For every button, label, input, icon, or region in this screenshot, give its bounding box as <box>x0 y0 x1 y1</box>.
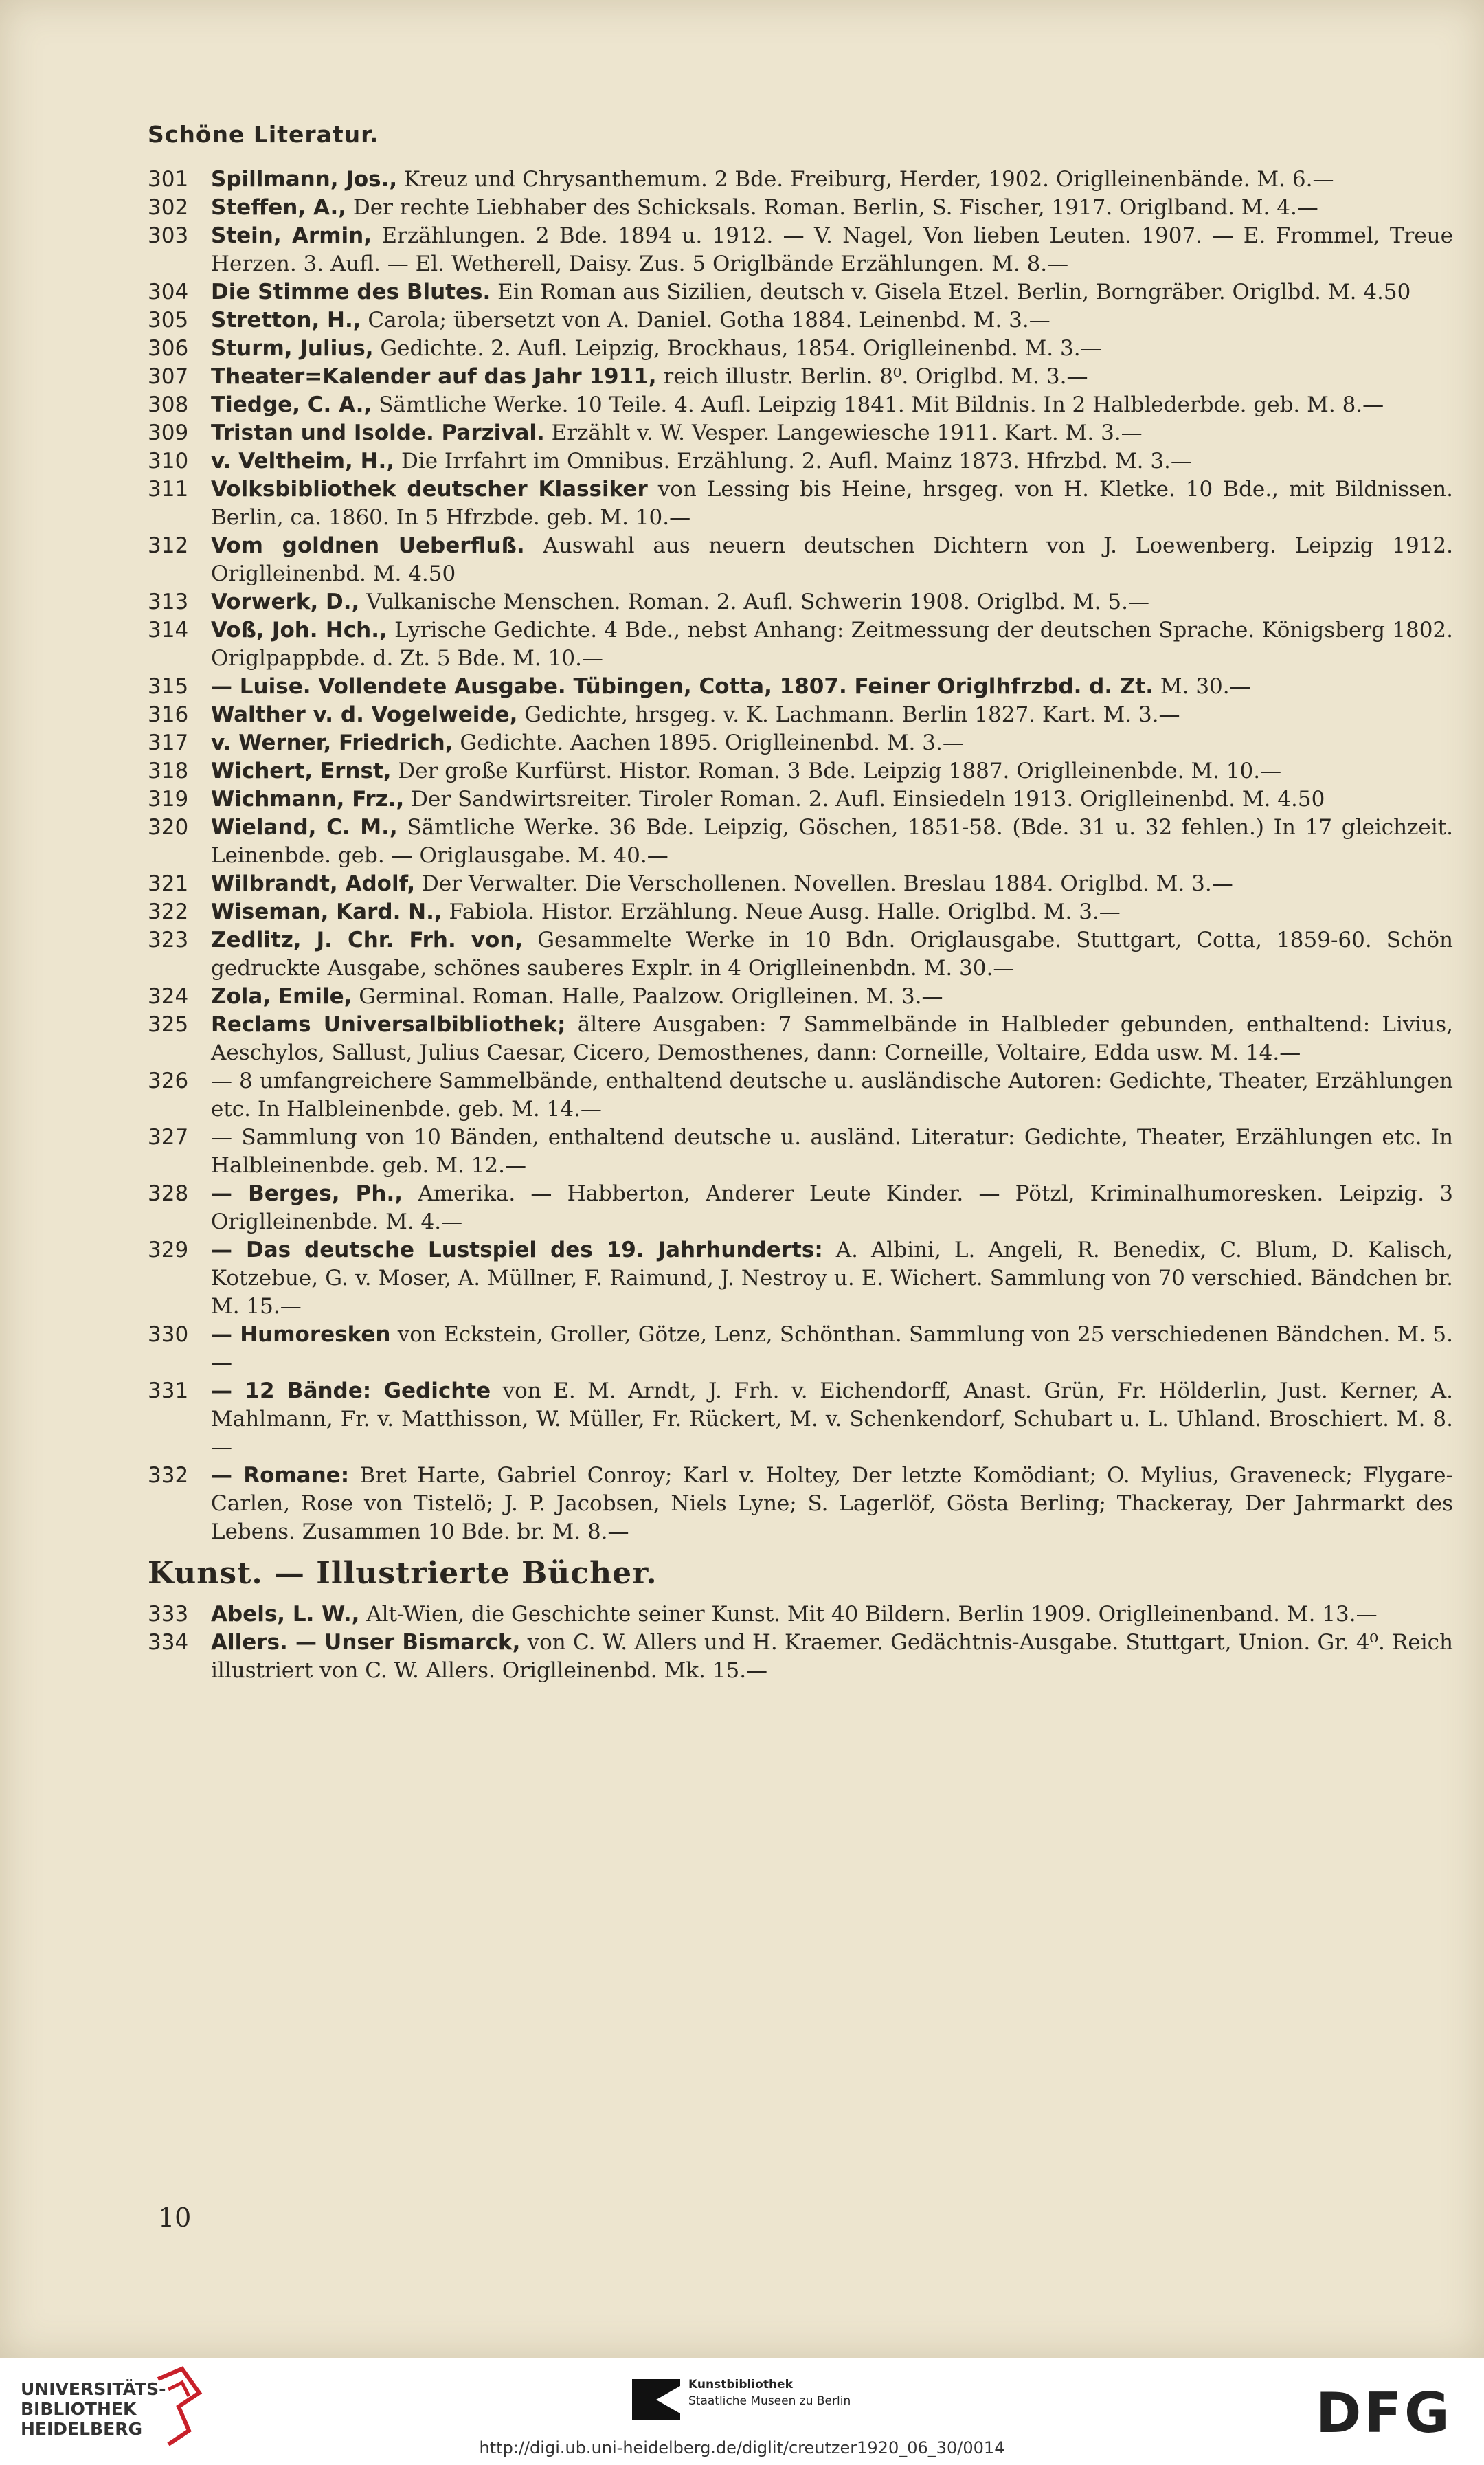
catalog-entry <box>148 701 1453 729</box>
source-url[interactable]: http://digi.ub.uni-heidelberg.de/diglit/creutzer1920_06_30/0014 <box>479 2438 1005 2457</box>
entry-author: Zola, Emile, <box>211 984 352 1009</box>
entry-number: 305 <box>148 308 189 333</box>
entry-description: Alt-Wien, die Geschichte seiner Kunst. Mit 40 Bildern. Berlin 1909. Origlleinenband. M. 13.— <box>359 1602 1378 1627</box>
entry-author: Wichert, Ernst, <box>211 759 392 783</box>
entry-author: Voß, Joh. Hch., <box>211 618 387 643</box>
catalog-entry <box>148 222 1453 278</box>
entry-description: Gesammelte Werke in 10 Bdn. Origlausgabe. Stuttgart, Cotta, 1859-60. Schön gedruckte Ausgabe, schönes sauberes Explr. in 4 Origlleinenbdn. M. 30.— <box>211 928 1454 981</box>
entry-author: Walther v. d. Vogelweide, <box>211 702 518 727</box>
entry-author: Stein, Armin, <box>211 223 372 248</box>
entry-author: Vom goldnen Ueberfluß. <box>211 533 525 558</box>
entry-number: 316 <box>148 702 189 727</box>
entry-author: Stretton, H., <box>211 308 361 333</box>
kunstbibliothek-label <box>688 2376 851 2409</box>
kb-title: Kunstbibliothek <box>688 2378 793 2391</box>
entry-author: Wieland, C. M., <box>211 815 398 840</box>
entry-description: A. Albini, L. Angeli, R. Benedix, C. Blum, D. Kalisch, Kotzebue, G. v. Moser, A. Müllner, F. Raimund, J. Nestroy u. E. Wichert. Sammlung von 70 verschied. Bändchen br. M. 15.— <box>211 1238 1454 1319</box>
entry-number: 329 <box>148 1238 189 1262</box>
entry-description: Ein Roman aus Sizilien, deutsch v. Gisela Etzel. Berlin, Borngräber. Origlbd. M. 4.50 <box>491 280 1411 304</box>
entry-description: Carola; übersetzt von A. Daniel. Gotha 1884. Leinenbd. M. 3.— <box>361 308 1050 333</box>
entry-description: — Sammlung von 10 Bänden, enthaltend deutsche u. ausländ. Literatur: Gedichte, Theater, Erzählungen etc. In Halbleinenbde. geb. M. 12.— <box>211 1125 1453 1178</box>
entry-number: 334 <box>148 1630 189 1655</box>
entry-number: 301 <box>148 167 189 192</box>
entry-number: 307 <box>148 364 189 389</box>
entry-number: 319 <box>148 787 189 812</box>
entry-description: Sämtliche Werke. 10 Teile. 4. Aufl. Leipzig 1841. Mit Bildnis. In 2 Halblederbde. geb. M. 8.— <box>372 392 1384 417</box>
entry-author: Vorwerk, D., <box>211 590 360 614</box>
entry-number: 308 <box>148 392 189 417</box>
entry-description: Gedichte. Aachen 1895. Origlleinenbd. M. 3.— <box>453 730 964 755</box>
catalog-entry <box>148 785 1453 814</box>
entry-description: reich illustr. Berlin. 8⁰. Origlbd. M. 3.— <box>656 364 1088 389</box>
entry-description: Die Irrfahrt im Omnibus. Erzählung. 2. Aufl. Mainz 1873. Hfrzbd. M. 3.— <box>394 449 1192 473</box>
entry-number: 321 <box>148 871 189 896</box>
section-heading-art: Kunst. — Illustrierte Bücher. <box>148 1556 657 1591</box>
entry-description: Der große Kurfürst. Histor. Roman. 3 Bde. Leipzig 1887. Origlleinenbde. M. 10.— <box>391 759 1282 783</box>
entry-description: Fabiola. Histor. Erzählung. Neue Ausg. Halle. Origlbd. M. 3.— <box>442 900 1121 924</box>
entry-description: — 8 umfangreichere Sammelbände, enthaltend deutsche u. ausländische Autoren: Gedichte, Theater, Erzählungen etc. In Halbleinenbde. geb. M. 14.— <box>211 1069 1453 1122</box>
catalog-entry <box>148 588 1453 616</box>
entry-description: Der Verwalter. Die Verschollenen. Novellen. Breslau 1884. Origlbd. M. 3.— <box>415 871 1233 896</box>
entry-author: Reclams Universalbibliothek; <box>211 1012 566 1037</box>
entry-author: Wichmann, Frz., <box>211 787 405 812</box>
entry-number: 318 <box>148 759 189 783</box>
entry-description: Erzählungen. 2 Bde. 1894 u. 1912. — V. Nagel, Von lieben Leuten. 1907. — E. Frommel, Treue Herzen. 3. Aufl. — El. Wetherell, Daisy. Zus. 5 Origlbände Erzählungen. M. 8.— <box>211 223 1453 276</box>
entry-number: 314 <box>148 618 189 643</box>
library-line: HEIDELBERG <box>21 2419 142 2439</box>
entry-number: 302 <box>148 195 189 220</box>
entry-author: Wiseman, Kard. N., <box>211 900 442 924</box>
catalog-entry <box>148 1067 1453 1124</box>
entry-number: 323 <box>148 928 189 952</box>
entry-number: 325 <box>148 1012 189 1037</box>
entry-author: Wilbrandt, Adolf, <box>211 871 416 896</box>
entry-number: 328 <box>148 1181 189 1206</box>
entry-description: Gedichte, hrsgeg. v. K. Lachmann. Berlin 1827. Kart. M. 3.— <box>517 702 1180 727</box>
ub-heidelberg-label <box>21 2379 166 2439</box>
entry-description: Bret Harte, Gabriel Conroy; Karl v. Holtey, Der letzte Komödiant; O. Mylius, Graveneck; Flygare-Carlen, Rose von Tistelö; J. P. Jacobsen, Niels Lyne; S. Lagerlöf, Gösta Berling; Thackeray, Der Jahrmarkt des Lebens. Zusammen 10 Bde. br. M. 8.— <box>211 1463 1453 1544</box>
entry-number: 312 <box>148 533 189 558</box>
entry-description: ältere Ausgaben: 7 Sammelbände in Halbleder gebunden, enthaltend: Livius, Aeschylos, Sallust, Julius Caesar, Cicero, Demosthenes, dann: Corneille, Voltaire, Edda usw. M. 14.— <box>211 1012 1453 1065</box>
entry-author: Sturm, Julius, <box>211 336 374 361</box>
entry-description: Der rechte Liebhaber des Schicksals. Roman. Berlin, S. Fischer, 1917. Origlband. M. 4.— <box>346 195 1318 220</box>
catalog-entry <box>148 278 1453 306</box>
entry-author: Theater=Kalender auf das Jahr 1911, <box>211 364 657 389</box>
entry-number: 306 <box>148 336 189 361</box>
entry-description: von E. M. Arndt, J. Frh. v. Eichendorff, Anast. Grün, Fr. Hölderlin, Just. Kerner, A. Mahlmann, Fr. v. Matthisson, W. Müller, Fr. Rückert, M. v. Schenkendorf, Schubart u. L. Uhland. Broschiert. M. 8.— <box>211 1379 1453 1460</box>
catalog-entry <box>148 729 1453 757</box>
entry-description: Kreuz und Chrysanthemum. 2 Bde. Freiburg, Herder, 1902. Origlleinenbände. M. 6.— <box>397 167 1334 192</box>
catalog-entry <box>148 673 1453 701</box>
entry-description: von Eckstein, Groller, Götze, Lenz, Schönthan. Sammlung von 25 verschiedenen Bändchen. M. 5.— <box>211 1322 1453 1375</box>
catalog-entry <box>148 1124 1453 1180</box>
entry-number: 304 <box>148 280 189 304</box>
entry-number: 331 <box>148 1379 189 1403</box>
entry-description: Germinal. Roman. Halle, Paalzow. Origlleinen. M. 3.— <box>352 984 943 1009</box>
catalog-entry <box>148 194 1453 222</box>
entry-author: — Luise. Vollendete Ausgabe. Tübingen, Cotta, 1807. Feiner Origlhfrzbd. d. Zt. <box>211 674 1154 699</box>
catalog-entry <box>148 419 1453 447</box>
entry-description: Gedichte. 2. Aufl. Leipzig, Brockhaus, 1854. Origlleinenbd. M. 3.— <box>373 336 1102 361</box>
entry-author: Tiedge, C. A., <box>211 392 372 417</box>
catalog-entry <box>148 1377 1453 1462</box>
entry-list-literature <box>148 166 1453 1546</box>
entry-number: 311 <box>148 477 189 502</box>
catalog-entry <box>148 926 1453 983</box>
entry-description: Lyrische Gedichte. 4 Bde., nebst Anhang: Zeitmessung der deutschen Sprache. Königsberg 1802. Origlpappbde. d. Zt. 5 Bde. M. 10.— <box>211 618 1454 671</box>
entry-list-art <box>148 1600 1453 1685</box>
entry-author: Tristan und Isolde. Parzival. <box>211 421 545 445</box>
catalog-entry <box>148 476 1453 532</box>
entry-author: Abels, L. W., <box>211 1602 360 1627</box>
entry-number: 333 <box>148 1602 189 1627</box>
dfg-logo: DFG <box>1316 2381 1452 2445</box>
entry-description: Sämtliche Werke. 36 Bde. Leipzig, Göschen, 1851-58. (Bde. 31 u. 32 fehlen.) In 17 gleichzeit. Leinenbde. geb. — Origlausgabe. M. 40.— <box>211 815 1453 868</box>
entry-number: 322 <box>148 900 189 924</box>
library-line: BIBLIOTHEK <box>21 2399 137 2419</box>
catalog-entry <box>148 306 1453 335</box>
catalog-entry <box>148 983 1453 1011</box>
entry-author: v. Veltheim, H., <box>211 449 395 473</box>
entry-author: Spillmann, Jos., <box>211 167 398 192</box>
catalog-entry <box>148 1236 1453 1321</box>
entry-number: 315 <box>148 674 189 699</box>
entry-author: — Humoresken <box>211 1322 391 1347</box>
entry-author: Volksbibliothek deutscher Klassiker <box>211 477 648 502</box>
entry-description: M. 30.— <box>1154 674 1251 699</box>
catalog-entry <box>148 1462 1453 1546</box>
catalog-entry <box>148 616 1453 673</box>
entry-description: von Lessing bis Heine, hrsgeg. von H. Kletke. 10 Bde., mit Bildnissen. Berlin, ca. 1860. In 5 Hfrzbde. geb. M. 10.— <box>211 477 1453 530</box>
section-heading-literature: Schöne Literatur. <box>148 121 379 148</box>
entry-number: 327 <box>148 1125 189 1150</box>
catalog-entry <box>148 898 1453 926</box>
entry-author: — 12 Bände: Gedichte <box>211 1379 491 1403</box>
catalog-entry <box>148 532 1453 588</box>
catalog-entry <box>148 1629 1453 1685</box>
entry-description: Der Sandwirtsreiter. Tiroler Roman. 2. Aufl. Einsiedeln 1913. Origlleinenbd. M. 4.50 <box>404 787 1325 812</box>
entry-description: Auswahl aus neuern deutschen Dichtern von J. Loewenberg. Leipzig 1912. Origlleinenbd. M. 4.50 <box>211 533 1453 586</box>
catalog-entry <box>148 447 1453 476</box>
entry-author: Allers. — Unser Bismarck, <box>211 1630 521 1655</box>
entry-author: Steffen, A., <box>211 195 347 220</box>
catalog-entry <box>148 391 1453 419</box>
catalog-entry <box>148 335 1453 363</box>
entry-number: 320 <box>148 815 189 840</box>
ub-heidelberg-logo-icon <box>151 2365 206 2448</box>
entry-author: — Das deutsche Lustspiel des 19. Jahrhunderts: <box>211 1238 823 1262</box>
catalog-entry <box>148 166 1453 194</box>
catalog-entry <box>148 1600 1453 1629</box>
catalog-entry <box>148 814 1453 870</box>
entry-number: 303 <box>148 223 189 248</box>
entry-number: 313 <box>148 590 189 614</box>
kb-subtitle: Staatliche Museen zu Berlin <box>688 2394 851 2408</box>
entry-author: — Berges, Ph., <box>211 1181 403 1206</box>
entry-author: Die Stimme des Blutes. <box>211 280 491 304</box>
entry-author: v. Werner, Friedrich, <box>211 730 453 755</box>
catalog-entry <box>148 1011 1453 1067</box>
catalog-content <box>148 121 1453 1685</box>
catalog-entry <box>148 363 1453 391</box>
catalog-entry <box>148 1180 1453 1236</box>
entry-number: 326 <box>148 1069 189 1093</box>
entry-number: 330 <box>148 1322 189 1347</box>
entry-description: von C. W. Allers und H. Kraemer. Gedächtnis-Ausgabe. Stuttgart, Union. Gr. 4⁰. Reich illustriert von C. W. Allers. Origlleinenbd. Mk. 15.— <box>211 1630 1454 1683</box>
entry-number: 332 <box>148 1463 189 1488</box>
entry-description: Amerika. — Habberton, Anderer Leute Kinder. — Pötzl, Kriminalhumoresken. Leipzig. 3 Origlleinenbde. M. 4.— <box>211 1181 1454 1234</box>
catalog-entry <box>148 1321 1453 1377</box>
entry-number: 309 <box>148 421 189 445</box>
entry-number: 324 <box>148 984 189 1009</box>
kunstbibliothek-logo-icon <box>632 2379 680 2420</box>
entry-description: Erzählt v. W. Vesper. Langewiesche 1911. Kart. M. 3.— <box>544 421 1143 445</box>
entry-description: Vulkanische Menschen. Roman. 2. Aufl. Schwerin 1908. Origlbd. M. 5.— <box>359 590 1149 614</box>
entry-number: 310 <box>148 449 189 473</box>
page-number: 10 <box>158 2202 192 2233</box>
entry-author: — Romane: <box>211 1463 350 1488</box>
catalog-entry <box>148 757 1453 785</box>
entry-author: Zedlitz, J. Chr. Frh. von, <box>211 928 524 952</box>
library-line: UNIVERSITÄTS- <box>21 2379 166 2399</box>
entry-number: 317 <box>148 730 189 755</box>
catalog-entry <box>148 870 1453 898</box>
